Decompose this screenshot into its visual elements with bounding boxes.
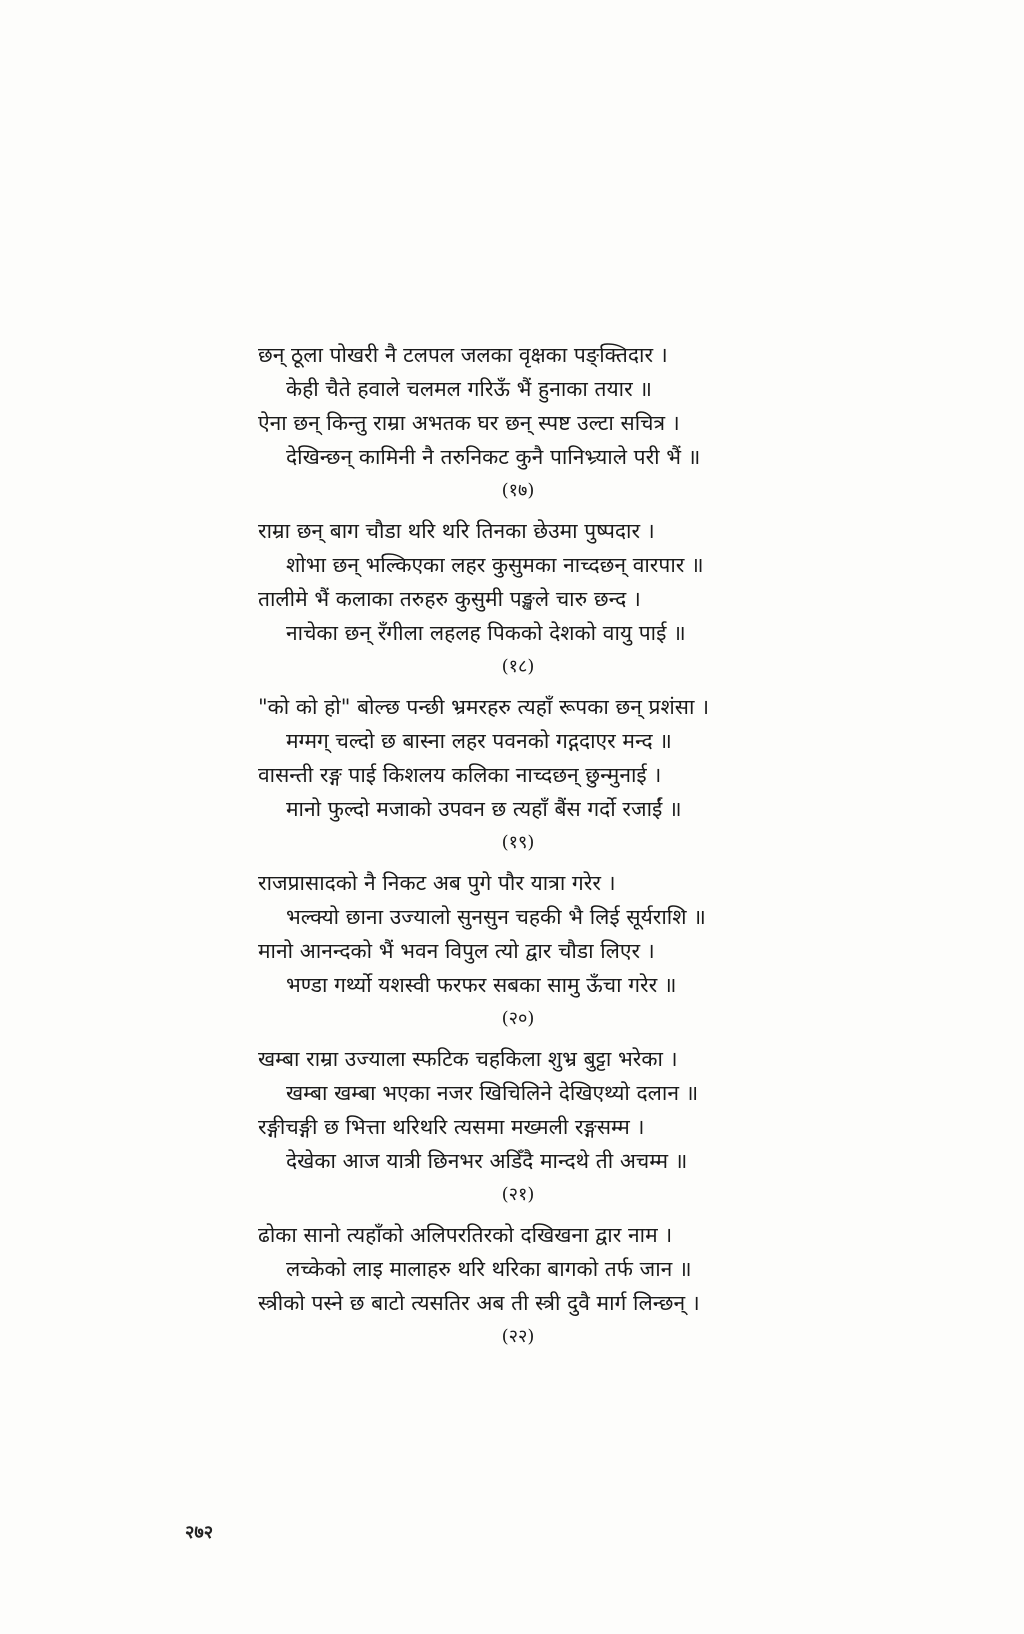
verse-line: ऐना छन् किन्तु राम्रा अभतक घर छन् स्पष्ट उल्टा सचित्र । [258, 411, 680, 435]
stanza [258, 690, 858, 866]
verse-line: मानो फुल्दो मजाको उपवन छ त्यहाँ बैंस गर्दो रजाईं ॥ [286, 797, 682, 821]
verse-line: केही चैते हवाले चलमल गरिऊँ भैं हुनाका तयार ॥ [286, 377, 652, 401]
verse-line: "को को हो" बोल्छ पन्छी भ्रमरहरु त्यहाँ रूपका छन् प्रशंसा । [258, 695, 710, 719]
verse-line: राम्रा छन् बाग चौडा थरि थरि तिनका छेउमा पुष्पदार । [258, 519, 655, 543]
verse-line: ढोका सानो त्यहाँको अलिपरतिरको दखिखना द्वार नाम । [258, 1223, 673, 1247]
verse-line: देखिन्छन् कामिनी नै तरुनिकट कुनै पानिभ्र्याले परी भैं ॥ [286, 445, 701, 469]
stanza-number: (२०) [501, 1008, 535, 1029]
verse-line: देखेका आज यात्री छिनभर अडिँदै मान्दथे ती अचम्म ॥ [286, 1149, 688, 1173]
stanza [258, 338, 858, 514]
verse-line: खम्बा राम्रा उज्याला स्फटिक चहकिला शुभ्र बुट्टा भरेका । [258, 1047, 678, 1071]
verse-line: छन् ठूला पोखरी नै टलपल जलका वृक्षका पङ्क्तिदार । [258, 343, 668, 367]
verse-line: मानो आनन्दको भैं भवन विपुल त्यो द्वार चौडा लिएर । [258, 939, 655, 963]
stanza-number: (१८) [501, 656, 535, 677]
stanza-number: (२१) [501, 1184, 535, 1205]
verse-line: लच्केको लाइ मालाहरु थरि थरिका बागको तर्फ जान ॥ [286, 1257, 692, 1281]
verse-line: राजप्रासादको नै निकट अब पुगे पौर यात्रा गरेर । [258, 871, 616, 895]
stanza-number: (१७) [501, 480, 535, 501]
verse-line: मग्मग् चल्दो छ बास्ना लहर पवनको गद्गदाएर मन्द ॥ [286, 729, 672, 753]
page-number: २७२ [185, 1522, 214, 1543]
stanza [258, 1042, 858, 1218]
poem-text [258, 338, 858, 1360]
verse-line: भल्क्यो छाना उज्यालो सुनसुन चहकी भै लिई सूर्यराशि ॥ [286, 905, 706, 929]
verse-line: रङ्गीचङ्गी छ भित्ता थरिथरि त्यसमा मख्मली रङ्गसम्म । [258, 1115, 645, 1139]
verse-line: नाचेका छन् रँगीला लहलह पिकको देशको वायु पाई ॥ [286, 621, 686, 645]
stanza [258, 514, 858, 690]
verse-line: स्त्रीको पस्ने छ बाटो त्यसतिर अब ती स्त्री दुवै मार्ग लिन्छन् । [258, 1291, 700, 1315]
verse-line: तालीमे भैं कलाका तरुहरु कुसुमी पङ्खले चारु छन्द । [258, 587, 641, 611]
stanza [258, 1218, 858, 1360]
stanza [258, 866, 858, 1042]
verse-line: शोभा छन् भल्किएका लहर कुसुमका नाच्दछन् वारपार ॥ [286, 553, 704, 577]
stanza-number: (२२) [501, 1326, 535, 1347]
stanza-number: (१९) [501, 832, 535, 853]
verse-line: खम्बा खम्बा भएका नजर खिचिलिने देखिएथ्यो दलान ॥ [286, 1081, 699, 1105]
verse-line: वासन्ती रङ्ग पाई किशलय कलिका नाच्दछन् छुन्मुनाई । [258, 763, 662, 787]
verse-line: भण्डा गर्थ्यो यशस्वी फरफर सबका सामु ऊँचा गरेर ॥ [286, 973, 677, 997]
